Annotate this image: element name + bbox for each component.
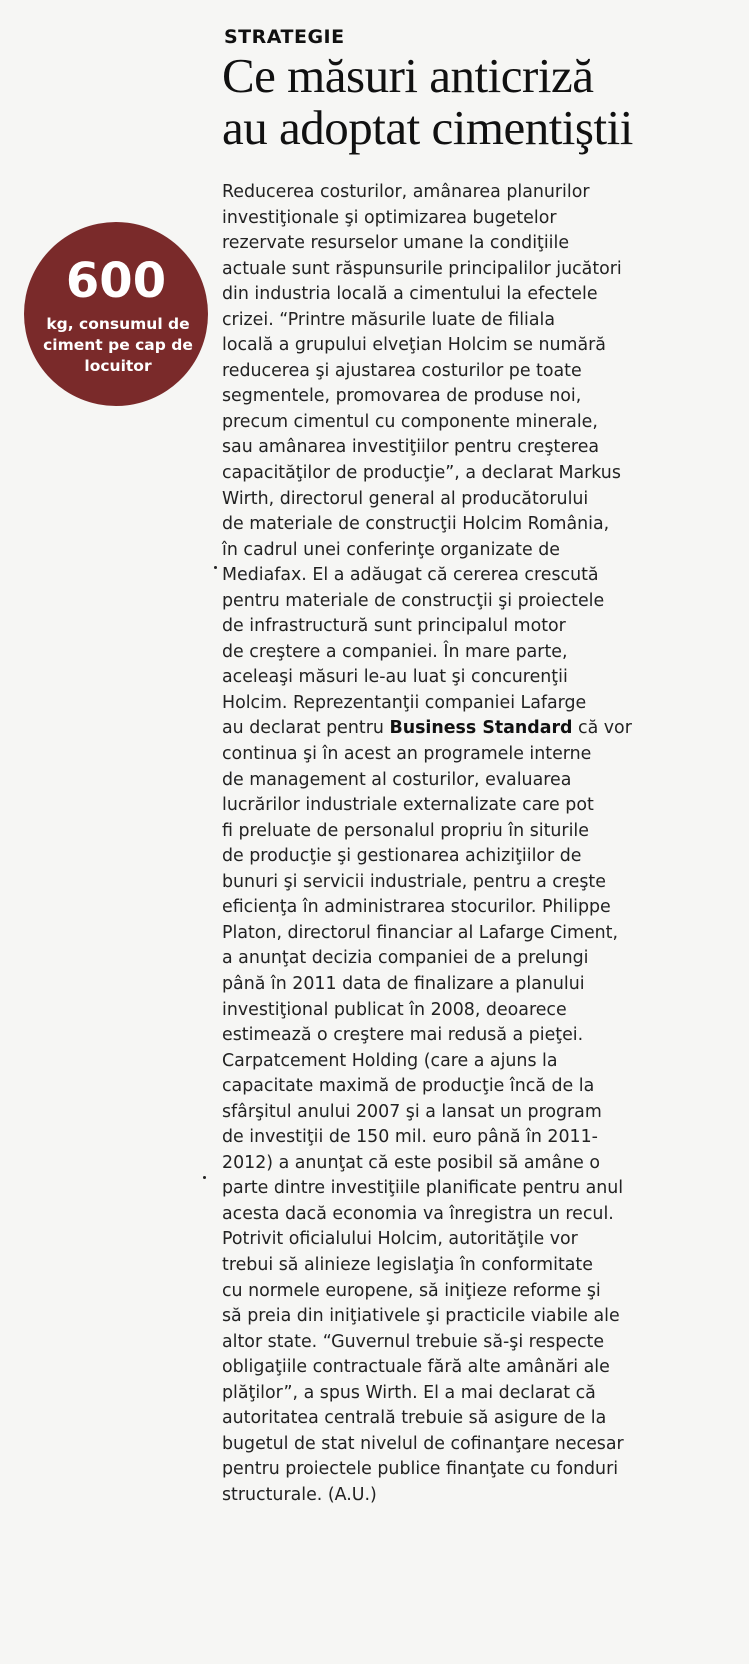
article-line-text: cu normele europene, să iniţieze reforme şi [222, 1280, 601, 1301]
article-line [222, 614, 742, 640]
article-line-text: estimează o creştere mai redusă a pieţei. [222, 1025, 584, 1046]
article-line-text: altor state. “Guvernul trebuie să-şi respecte [222, 1331, 605, 1352]
article-line [222, 1406, 742, 1432]
article-line-text: trebui să alinieze legislaţia în conformitate [222, 1254, 593, 1275]
article-line [222, 410, 742, 436]
article-line-text: au declarat pentru [222, 718, 390, 739]
article-line [222, 665, 742, 691]
article-line [222, 308, 742, 334]
article-line [222, 435, 742, 461]
article-line-text: fi preluate de personalul propriu în siturile [222, 820, 589, 841]
article-line-text: capacitate maximă de producţie încă de la [222, 1076, 595, 1097]
article-line [222, 1227, 742, 1253]
article-line-text: continua şi în acest an programele interne [222, 744, 592, 765]
article-line-text: precum cimentul cu componente minerale, [222, 411, 598, 432]
stat-caption-line: ciment pe cap de [43, 336, 193, 354]
article-line [222, 206, 742, 232]
article-line [222, 1151, 742, 1177]
article-line-text: sau amânarea investiţiilor pentru creşterea [222, 437, 600, 458]
article-line [222, 1279, 742, 1305]
article-line [222, 257, 742, 283]
article-line [222, 1355, 742, 1381]
print-speck [203, 1176, 206, 1179]
article-line [222, 282, 742, 308]
article-line [222, 538, 742, 564]
article-line-text: structurale. (A.U.) [222, 1484, 377, 1505]
article-line [222, 691, 742, 717]
article-line [222, 180, 742, 206]
stat-callout [24, 222, 208, 406]
article-line-text: segmentele, promovarea de produse noi, [222, 386, 582, 407]
article-line-text: investiţionale şi optimizarea bugetelor [222, 207, 557, 228]
article-line-text: acesta dacă economia va înregistra un recul. [222, 1203, 614, 1224]
article-line [222, 946, 742, 972]
article-line [222, 589, 742, 615]
article-line [222, 998, 742, 1024]
article-line-text: locală a grupului elveţian Holcim se numără [222, 335, 606, 356]
stat-caption-line: locuitor [84, 357, 152, 375]
article-line-text: Holcim. Reprezentanţii companiei Lafarge [222, 692, 587, 713]
article-line [222, 1457, 742, 1483]
article-line [222, 844, 742, 870]
article-line [222, 716, 742, 742]
article-line [222, 1432, 742, 1458]
article-line [222, 512, 742, 538]
article-line [222, 359, 742, 385]
article-line-text: Wirth, directorul general al producătorului [222, 488, 589, 509]
article-line-text: Reducerea costurilor, amânarea planurilor [222, 182, 590, 202]
article-line [222, 1330, 742, 1356]
article-line-text: bunuri şi servicii industriale, pentru a creşte [222, 871, 606, 892]
article-line-text: rezervate resurselor umane la condiţiile [222, 233, 570, 254]
article-line-text: sfârşitul anului 2007 şi a lansat un program [222, 1101, 602, 1122]
article-line-text: reducerea şi ajustarea costurilor pe toate [222, 360, 582, 381]
article-line-text: până în 2011 data de finalizare a planului [222, 973, 585, 994]
article-line-text: pentru materiale de construcţii şi proiectele [222, 590, 605, 611]
article-line-text: de management al costurilor, evaluarea [222, 769, 572, 790]
article-line [222, 1202, 742, 1228]
article-line [222, 384, 742, 410]
article-line-text: obligaţiile contractuale fără alte amânări ale [222, 1357, 610, 1378]
stat-number: 600 [65, 253, 167, 309]
article-line [222, 1483, 742, 1509]
article-line [222, 1125, 742, 1151]
article-line-text: de investiţii de 150 mil. euro până în 2011- [222, 1127, 598, 1148]
publication-name: Business Standard [389, 718, 573, 739]
article-line [222, 461, 742, 487]
stat-caption [28, 314, 208, 377]
article-line-text: lucrărilor industriale externalizate care pot [222, 795, 594, 816]
article-line-text: din industria locală a cimentului la efectele [222, 284, 598, 305]
article-headline [222, 50, 742, 154]
article-line-text: Carpatcement Holding (care a ajuns la [222, 1050, 558, 1071]
article-line-text: să preia din iniţiativele şi practicile viabile ale [222, 1306, 620, 1327]
article-line-text: în cadrul unei conferinţe organizate de [222, 539, 560, 560]
article-line-text: eficienţa în administrarea stocurilor. Philippe [222, 897, 611, 918]
article-line-text: pentru proiectele publice finanţate cu fonduri [222, 1459, 619, 1480]
article-line-text: de creştere a companiei. În mare parte, [222, 641, 568, 662]
article-line [222, 231, 742, 257]
article-line [222, 1253, 742, 1279]
article-line [222, 768, 742, 794]
stat-caption-line: kg, consumul de [46, 315, 190, 333]
article-line [222, 972, 742, 998]
article-line [222, 895, 742, 921]
article-line-text: bugetul de stat nivelul de cofinanţare necesar [222, 1433, 624, 1454]
article-line-text: că vor [572, 718, 632, 739]
article-line-text: actuale sunt răspunsurile principalilor jucători [222, 258, 622, 279]
article-line [222, 1176, 742, 1202]
article-line [222, 819, 742, 845]
article-line [222, 1100, 742, 1126]
section-kicker: STRATEGIE [224, 26, 345, 48]
article-line-text: parte dintre investiţiile planificate pentru anul [222, 1178, 624, 1199]
article-line [222, 1381, 742, 1407]
article-line-text: capacităţilor de producţie”, a declarat Markus [222, 463, 621, 484]
article-line-text: investiţional publicat în 2008, deoarece [222, 999, 567, 1020]
article-line [222, 640, 742, 666]
article-line [222, 870, 742, 896]
article-line [222, 1304, 742, 1330]
print-speck [214, 566, 217, 569]
article-line [222, 742, 742, 768]
article-line-text: de producţie şi gestionarea achiziţiilor de [222, 846, 582, 867]
article-line-text: crizei. “Printre măsurile luate de filiala [222, 309, 556, 330]
article-line-text: aceleaşi măsuri le-au luat şi concurenţii [222, 667, 568, 688]
article-line [222, 1049, 742, 1075]
article-line-text: Platon, directorul financiar al Lafarge Ciment, [222, 922, 619, 943]
article-line [222, 333, 742, 359]
article-line-text: de materiale de construcţii Holcim România, [222, 514, 610, 535]
article-line [222, 921, 742, 947]
article-line [222, 563, 742, 589]
article-line [222, 487, 742, 513]
article-body [222, 180, 742, 1508]
article-line [222, 1074, 742, 1100]
article-line [222, 1023, 742, 1049]
headline-line: au adoptat cimentiştii [222, 100, 633, 155]
article-line-text: Potrivit oficialului Holcim, autorităţile vor [222, 1229, 578, 1250]
article-line-text: a anunţat decizia companiei de a prelungi [222, 948, 589, 969]
article-line-text: 2012) a anunţat că este posibil să amâne o [222, 1152, 601, 1173]
article-line-text: Mediafax. El a adăugat că cererea crescută [222, 565, 599, 586]
headline-line: Ce măsuri anticriză [222, 48, 594, 103]
article-line-text: plăţilor”, a spus Wirth. El a mai declarat că [222, 1382, 596, 1403]
article-line-text: autoritatea centrală trebuie să asigure de la [222, 1408, 607, 1429]
article-line [222, 793, 742, 819]
article-line-text: de infrastructură sunt principalul motor [222, 616, 566, 637]
